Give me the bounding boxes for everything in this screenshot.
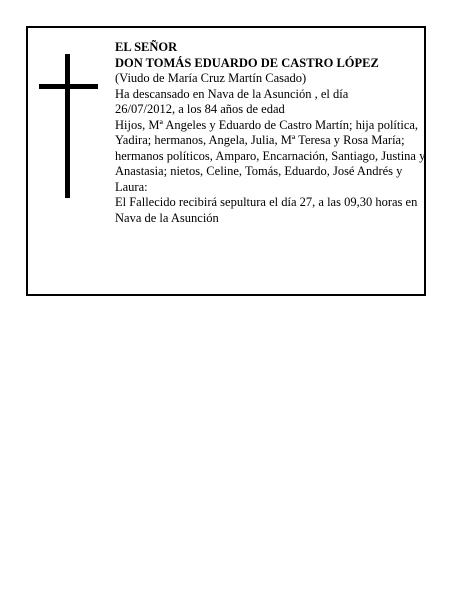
cross-horizontal-bar xyxy=(39,84,98,89)
family-members: Hijos, Mª Angeles y Eduardo de Castro Martín; hija política, Yadira; hermanos, Angela, Julia, Mª Teresa y Rosa María; hermanos políticos, Amparo, Encarnación, Santiago, Justina y Anastasia; nietos, Celine, Tomás, Eduardo, José Andrés y Laura: xyxy=(115,117,426,194)
widower-note: (Viudo de María Cruz Martín Casado) xyxy=(115,71,307,85)
rest-statement-line-2: 26/07/2012, a los 84 años de edad xyxy=(115,102,285,116)
deceased-name: DON TOMÁS EDUARDO DE CASTRO LÓPEZ xyxy=(115,55,379,70)
obituary-text xyxy=(115,40,427,226)
obituary-notice xyxy=(26,26,426,296)
cross-icon xyxy=(39,54,98,198)
rest-statement-line-1: Ha descansado en Nava de la Asunción , el día xyxy=(115,86,349,101)
cross-vertical-bar xyxy=(65,54,70,198)
honorific-title: EL SEÑOR xyxy=(115,40,178,54)
burial-details: El Fallecido recibirá sepultura el día 27, a las 09,30 horas en Nava de la Asunción xyxy=(115,195,418,225)
